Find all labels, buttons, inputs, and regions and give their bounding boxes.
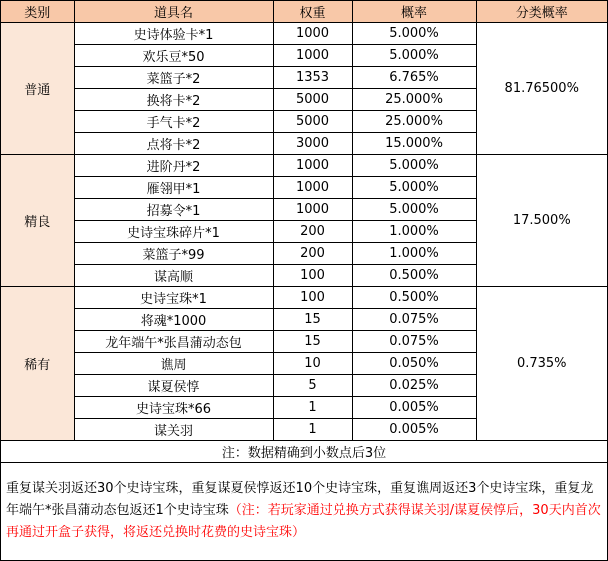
item-prob: 5.000% [352, 45, 476, 67]
item-prob: 5.000% [352, 199, 476, 221]
item-weight: 1000 [273, 155, 352, 177]
item-prob: 0.005% [352, 397, 476, 419]
item-prob: 15.000% [352, 133, 476, 155]
footer-notes [1, 464, 607, 544]
item-prob: 5.000% [352, 177, 476, 199]
category-cell: 稀有 [1, 287, 74, 441]
item-name: 点将卡*2 [74, 133, 273, 155]
header-category: 类别 [1, 1, 74, 23]
item-weight: 200 [273, 243, 352, 265]
item-prob: 0.025% [352, 375, 476, 397]
table-row [1, 23, 607, 45]
note-row [1, 441, 607, 463]
probability-table [1, 1, 607, 463]
footer-text: 重复谋关羽返还30个史诗宝珠，重复谋夏侯惇返还10个史诗宝珠，重复谯周返还3个史诗宝珠，重复龙年端午*张昌蒲动态包返还1个史诗宝珠 [6, 481, 594, 518]
item-weight: 1 [273, 397, 352, 419]
item-prob: 5.000% [352, 23, 476, 45]
header-item-name: 道具名 [74, 1, 273, 23]
item-name: 菜篮子*2 [74, 67, 273, 89]
item-weight: 100 [273, 287, 352, 309]
item-weight: 200 [273, 221, 352, 243]
category-prob-cell: 0.735% [476, 287, 607, 441]
item-prob: 0.005% [352, 419, 476, 441]
item-name: 将魂*1000 [74, 309, 273, 331]
item-name: 换将卡*2 [74, 89, 273, 111]
category-prob-cell: 81.76500% [476, 23, 607, 155]
item-prob: 25.000% [352, 89, 476, 111]
item-weight: 5000 [273, 111, 352, 133]
item-name: 史诗宝珠*66 [74, 397, 273, 419]
item-name: 史诗宝珠*1 [74, 287, 273, 309]
item-name: 谋夏侯惇 [74, 375, 273, 397]
category-prob-cell: 17.500% [476, 155, 607, 287]
item-weight: 15 [273, 331, 352, 353]
item-name: 龙年端午*张昌蒲动态包 [74, 331, 273, 353]
footer-red-note: （注：若玩家通过兑换方式获得谋关羽/谋夏侯惇后，30天内首次再通过开盒子获得，将返还兑换时花费的史诗宝珠） [6, 503, 601, 540]
item-weight: 10 [273, 353, 352, 375]
item-prob: 0.500% [352, 287, 476, 309]
item-prob: 6.765% [352, 67, 476, 89]
item-weight: 1353 [273, 67, 352, 89]
item-weight: 5000 [273, 89, 352, 111]
category-cell: 普通 [1, 23, 74, 155]
item-name: 菜篮子*99 [74, 243, 273, 265]
item-name: 史诗宝珠碎片*1 [74, 221, 273, 243]
item-weight: 15 [273, 309, 352, 331]
item-prob: 1.000% [352, 221, 476, 243]
item-weight: 1000 [273, 23, 352, 45]
item-name: 史诗体验卡*1 [74, 23, 273, 45]
table-row [1, 155, 607, 177]
item-name: 谋高顺 [74, 265, 273, 287]
item-name: 谋关羽 [74, 419, 273, 441]
category-cell: 精良 [1, 155, 74, 287]
header-probability: 概率 [352, 1, 476, 23]
item-prob: 0.050% [352, 353, 476, 375]
item-name: 雁翎甲*1 [74, 177, 273, 199]
header-weight: 权重 [273, 1, 352, 23]
item-weight: 1000 [273, 177, 352, 199]
item-weight: 1000 [273, 199, 352, 221]
table-row [1, 287, 607, 309]
item-prob: 5.000% [352, 155, 476, 177]
item-name: 手气卡*2 [74, 111, 273, 133]
item-name: 欢乐豆*50 [74, 45, 273, 67]
item-weight: 1 [273, 419, 352, 441]
item-weight: 100 [273, 265, 352, 287]
item-name: 谯周 [74, 353, 273, 375]
item-weight: 5 [273, 375, 352, 397]
header-category-probability: 分类概率 [476, 1, 607, 23]
item-prob: 0.075% [352, 309, 476, 331]
item-prob: 0.075% [352, 331, 476, 353]
header-row [1, 1, 607, 23]
item-weight: 3000 [273, 133, 352, 155]
item-name: 招募令*1 [74, 199, 273, 221]
item-name: 进阶丹*2 [74, 155, 273, 177]
item-weight: 1000 [273, 45, 352, 67]
item-prob: 0.500% [352, 265, 476, 287]
item-prob: 1.000% [352, 243, 476, 265]
item-prob: 25.000% [352, 111, 476, 133]
precision-note: 注：数据精确到小数点后3位 [1, 441, 607, 463]
